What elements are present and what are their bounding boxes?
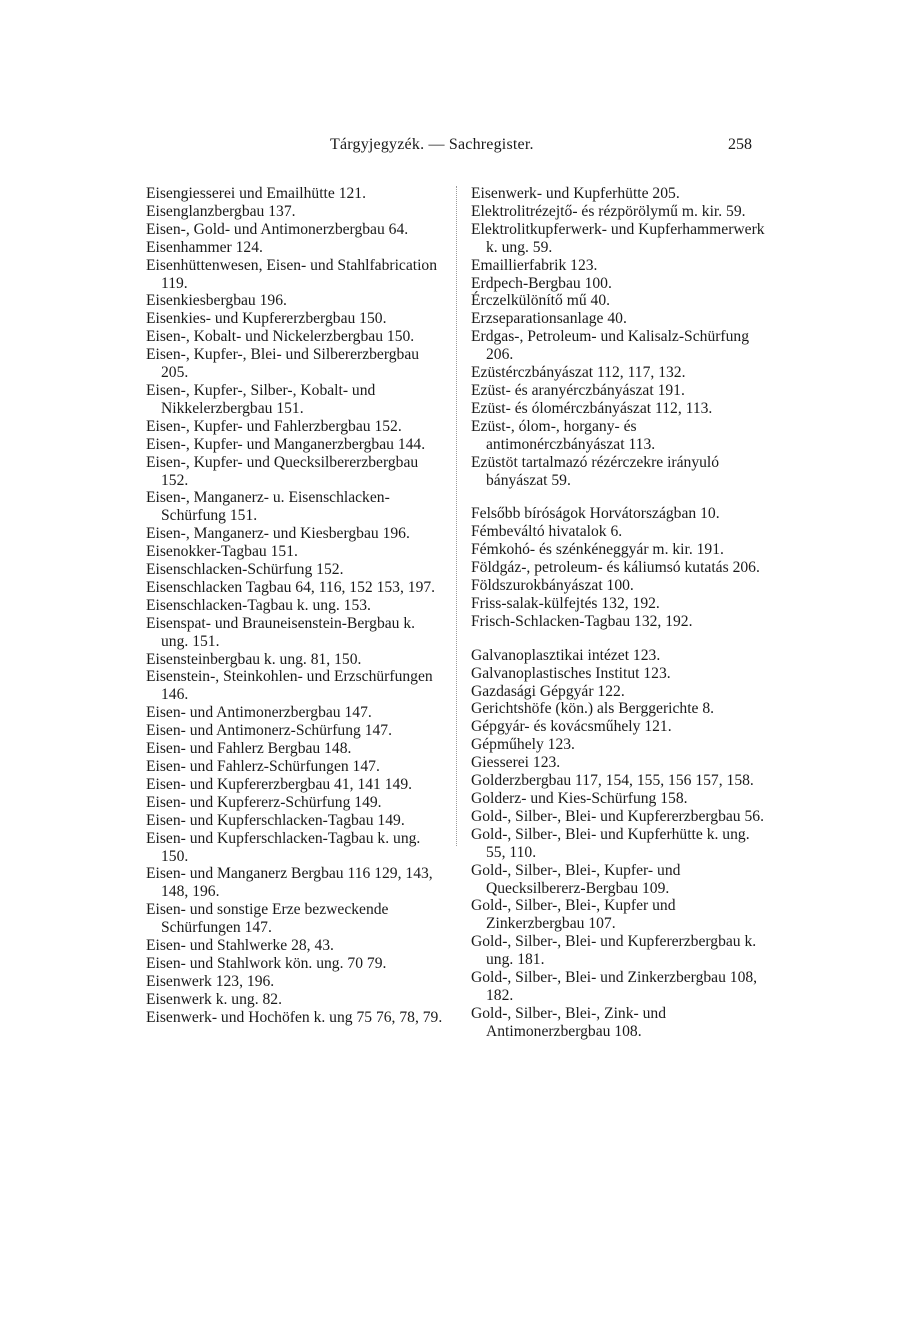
index-entry: Eisen- und Kupfererzbergbau 41, 141 149. [146,775,413,793]
index-entry: Erdpech-Bergbau 100. [471,274,612,292]
index-entry: Elektrolitrézejtő- és rézpörölymű m. kir. 59. [471,202,746,220]
index-entry: Gold-, Silber-, Blei- und Kupfererzbergbau k. ung. 181. [471,933,757,969]
column-divider [456,186,457,846]
index-entry: Eisen- und sonstige Erze bezweckende Schürfungen 147. [146,901,389,937]
index-entry: Giesserei 123. [471,754,561,772]
index-entry: Eisen- und Stahlwerke 28, 43. [146,937,334,955]
index-entry: Eisen-, Manganerz- und Kiesbergbau 196. [146,525,410,543]
index-entry: Eisenhüttenwesen, Eisen- und Stahlfabrication 119. [146,256,438,292]
index-column-right [471,185,766,1041]
index-entry: Gold-, Silber-, Blei- und Kupferhütte k. ung. 55, 110. [471,825,750,861]
index-entry: Eisen-, Kupfer- und Fahlerzbergbau 152. [146,417,402,435]
index-entry: Eisen- und Antimonerz-Schürfung 147. [146,722,392,740]
index-entry: Fémkohó- és szénkéneggyár m. kir. 191. [471,541,724,559]
index-entry: Érczelkülönítő mű 40. [471,292,611,310]
index-entry: Eisenspat- und Brauneisenstein-Bergbau k. ung. 151. [146,614,416,650]
index-entry: Eisengiesserei und Emailhütte 121. [146,185,366,202]
index-entry: Eisenokker-Tagbau 151. [146,543,298,561]
index-entry: Eisen-, Kupfer- und Quecksilbererzbergbau 152. [146,453,419,489]
index-entry: Ezüst-, ólom-, horgany- és antimonérczbányászat 113. [471,417,656,453]
index-entry: Eisen-, Manganerz- u. Eisenschlacken-Schürfung 151. [146,489,390,525]
running-head: Tárgyjegyzék. — Sachregister. [330,136,534,153]
index-entry: Eisenkies- und Kupfererzbergbau 150. [146,310,387,328]
index-entry: Eisensteinbergbau k. ung. 81, 150. [146,650,362,668]
index-entry: Ezüstöt tartalmazó rézérczekre irányuló bányászat 59. [471,453,720,489]
index-entry: Eisenwerk 123, 196. [146,972,275,990]
index-entry: Eisenschlacken-Tagbau k. ung. 153. [146,596,371,614]
index-entry: Eisenwerk- und Hochöfen k. ung 75 76, 78, 79. [146,1008,443,1026]
index-entry: Galvanoplasztikai intézet 123. [471,646,661,664]
index-entry: Gold-, Silber-, Blei- und Zinkerzbergbau 108, 182. [471,969,758,1004]
index-entry: Gold-, Silber-, Blei- und Kupfererzbergbau 56. [471,807,764,825]
index-entry: Eisen- und Fahlerz-Schürfungen 147. [146,758,380,775]
index-entry: Eisenwerk- und Kupferhütte 205. [471,185,680,202]
index-column-left [146,185,446,1027]
index-entry: Eisenschlacken Tagbau 64, 116, 152 153, 197. [146,578,436,596]
index-entry: Eisen- und Fahlerz Bergbau 148. [146,740,352,758]
index-entry: Emaillierfabrik 123. [471,256,598,274]
letter-section-gap [471,631,766,647]
index-entry: Golderz- und Kies-Schürfung 158. [471,790,688,807]
index-entry: Eisen- und Kupfererz-Schürfung 149. [146,793,382,811]
letter-section-gap [471,489,766,505]
index-entry: Friss-salak-külfejtés 132, 192. [471,594,660,612]
index-entry: Eisen-, Gold- und Antimonerzbergbau 64. [146,220,409,238]
index-entry: Földgáz-, petroleum- és káliumsó kutatás 206. [471,559,760,577]
index-entry: Ezüst- és aranyérczbányászat 191. [471,381,685,399]
index-entry: Gépműhely 123. [471,736,575,754]
index-entry: Eisen-, Kobalt- und Nickelerzbergbau 150. [146,328,415,346]
index-entry: Gépgyár- és kovácsműhely 121. [471,718,672,736]
index-entry: Eisen- und Antimonerzbergbau 147. [146,704,372,722]
index-entry: Eisenglanzbergbau 137. [146,202,296,220]
index-entry: Eisenhammer 124. [146,238,263,256]
index-entry: Eisenschlacken-Schürfung 152. [146,561,344,579]
index-entry: Fémbeváltó hivatalok 6. [471,523,623,541]
index-entry: Eisen- und Stahlwork kön. ung. 70 79. [146,954,387,972]
index-entry: Földszurokbányászat 100. [471,577,634,595]
index-entry: Frisch-Schlacken-Tagbau 132, 192. [471,612,693,630]
index-entry: Eisenkiesbergbau 196. [146,292,287,310]
index-entry: Erzseparationsanlage 40. [471,310,627,328]
index-entry: Eisenstein-, Steinkohlen- und Erzschürfungen 146. [146,668,433,704]
index-entry: Eisen- und Kupferschlacken-Tagbau 149. [146,811,405,829]
index-entry: Golderzbergbau 117, 154, 155, 156 157, 158. [471,772,754,790]
index-entry: Gold-, Silber-, Blei-, Kupfer und Zinkerzbergbau 107. [471,897,676,933]
index-entry: Elektrolitkupferwerk- und Kupferhammerwerk k. ung. 59. [471,220,765,256]
index-entry: Eisen- und Kupferschlacken-Tagbau k. ung. 150. [146,829,421,865]
index-entry: Felsőbb bíróságok Horvátországban 10. [471,505,720,523]
page-number: 258 [728,136,752,153]
index-entry: Eisen-, Kupfer- und Manganerzbergbau 144. [146,435,426,453]
index-entry: Erdgas-, Petroleum- und Kalisalz-Schürfung 206. [471,328,750,364]
index-entry: Gazdasági Gépgyár 122. [471,682,625,700]
index-entry: Gerichtshöfe (kön.) als Berggerichte 8. [471,700,715,718]
index-entry: Gold-, Silber-, Blei-, Zink- und Antimonerzbergbau 108. [471,1004,667,1040]
index-entry: Eisen- und Manganerz Bergbau 116 129, 143, 148, 196. [146,865,433,901]
index-entry: Eisen-, Kupfer-, Silber-, Kobalt- und Nikkelerzbergbau 151. [146,381,376,417]
index-entry: Eisenwerk k. ung. 82. [146,990,282,1008]
index-entry: Galvanoplastisches Institut 123. [471,664,671,682]
index-entry: Ezüst- és ólomérczbányászat 112, 113. [471,399,713,417]
index-entry: Ezüstérczbányászat 112, 117, 132. [471,364,686,382]
index-entry: Gold-, Silber-, Blei-, Kupfer- und Quecksilbererz-Bergbau 109. [471,861,681,897]
index-entry: Eisen-, Kupfer-, Blei- und Silbererzbergbau 205. [146,346,420,382]
